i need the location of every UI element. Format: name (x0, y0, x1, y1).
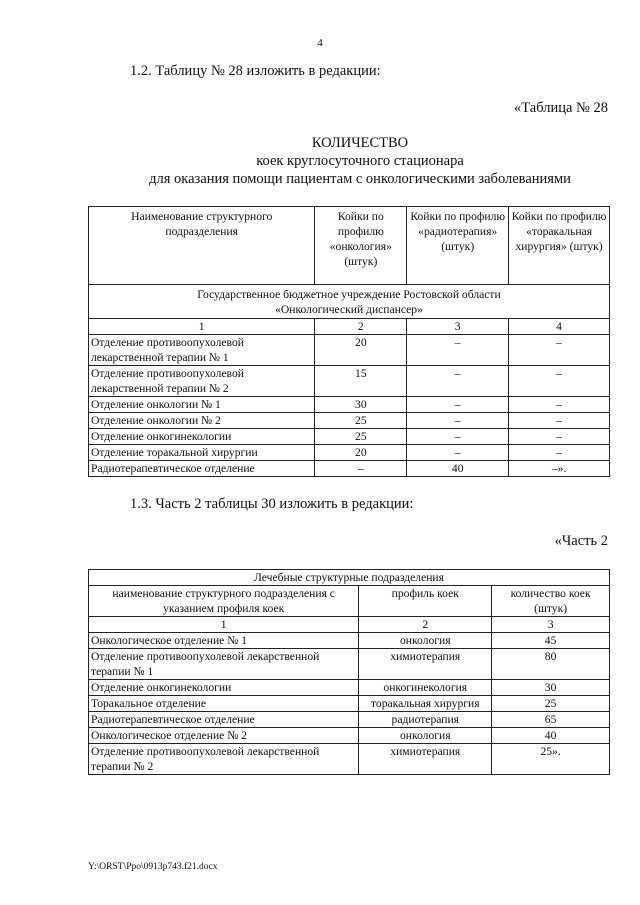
table-row (89, 633, 610, 649)
column-numbers-row (89, 319, 610, 335)
header-cell: Наименование структурного подразделения (89, 207, 315, 285)
table-row (89, 680, 610, 696)
radiotherapy-beds: – (407, 429, 509, 445)
table-title (0, 134, 640, 188)
column-number: 1 (89, 617, 359, 633)
department-name: Отделение онкологии № 1 (89, 397, 315, 413)
oncology-beds: 25 (315, 413, 407, 429)
table-row (89, 413, 610, 429)
table-row (89, 728, 610, 744)
table-row (89, 445, 610, 461)
bed-profile: онкология (359, 633, 492, 649)
footer-file-path: Y:\ORST\Ppo\0913p743.f21.docx (88, 862, 218, 872)
bed-profile: торакальная хирургия (359, 696, 492, 712)
radiotherapy-beds: – (407, 335, 509, 366)
table-row (89, 429, 610, 445)
department-name: Онкологическое отделение № 2 (89, 728, 359, 744)
oncology-beds: 15 (315, 366, 407, 397)
header-cell: профиль коек (359, 586, 492, 617)
department-name: Радиотерапевтическое отделение (89, 712, 359, 728)
department-name: Отделение онкогинекологии (89, 680, 359, 696)
department-name: Отделение противоопухолевой лекарственной терапии № 1 (89, 335, 315, 366)
oncology-beds: 20 (315, 335, 407, 366)
bed-count: 25 (492, 696, 610, 712)
bed-profile: онкология (359, 728, 492, 744)
column-number: 2 (359, 617, 492, 633)
column-number: 2 (315, 319, 407, 335)
radiotherapy-beds: – (407, 445, 509, 461)
institution-row (89, 285, 610, 319)
radiotherapy-beds: – (407, 366, 509, 397)
thoracic-beds: – (509, 413, 610, 429)
table-28 (88, 206, 610, 477)
table-28-header-row (89, 207, 610, 285)
header-cell: количество коек (штук) (492, 586, 610, 617)
table-title-line2: коек круглосуточного стационара (256, 153, 464, 169)
department-name: Отделение противоопухолевой лекарственной терапии № 2 (89, 744, 359, 775)
bed-count: 80 (492, 649, 610, 680)
table-row (89, 712, 610, 728)
table-row (89, 397, 610, 413)
column-number: 4 (509, 319, 610, 335)
department-name: Отделение онкологии № 2 (89, 413, 315, 429)
bed-count: 65 (492, 712, 610, 728)
radiotherapy-beds: 40 (407, 461, 509, 477)
bed-count: 25». (492, 744, 610, 775)
table-title-line3: для оказания помощи пациентам с онкологическими заболеваниями (149, 171, 571, 187)
column-number: 3 (492, 617, 610, 633)
bed-profile: онкогинекология (359, 680, 492, 696)
bed-profile: радиотерапия (359, 712, 492, 728)
header-cell: Койки по профилю «радиотерапия» (штук) (407, 207, 509, 285)
radiotherapy-beds: – (407, 397, 509, 413)
table-28-caption: «Таблица № 28 (514, 100, 608, 116)
department-name: Отделение противоопухолевой лекарственной терапии № 1 (89, 649, 359, 680)
bed-count: 30 (492, 680, 610, 696)
department-name: Радиотерапевтическое отделение (89, 461, 315, 477)
table-30-header-row (89, 586, 610, 617)
column-numbers-row (89, 617, 610, 633)
header-cell: Койки по профилю «онкология» (штук) (315, 207, 407, 285)
thoracic-beds: – (509, 429, 610, 445)
table-title-line1: КОЛИЧЕСТВО (311, 135, 409, 151)
column-number: 3 (407, 319, 509, 335)
column-number: 1 (89, 319, 315, 335)
section-1-3-heading: 1.3. Часть 2 таблицы 30 изложить в редакции: (130, 496, 414, 512)
department-name: Торакальное отделение (89, 696, 359, 712)
bed-profile: химиотерапия (359, 649, 492, 680)
section-1-2-heading: 1.2. Таблицу № 28 изложить в редакции: (130, 63, 381, 79)
table-row (89, 366, 610, 397)
bed-count: 40 (492, 728, 610, 744)
page-number: 4 (317, 37, 323, 49)
header-cell: наименование структурного подразделения с указанием профиля коек (89, 586, 359, 617)
department-name: Отделение онкогинекологии (89, 429, 315, 445)
group-header-cell: Лечебные структурные подразделения (89, 570, 610, 586)
thoracic-beds: – (509, 366, 610, 397)
table-30-part-2 (88, 569, 610, 775)
group-header-row (89, 570, 610, 586)
part-2-caption: «Часть 2 (554, 533, 608, 549)
header-cell: Койки по профилю «торакальная хирургия» (штук) (509, 207, 610, 285)
bed-count: 45 (492, 633, 610, 649)
oncology-beds: 30 (315, 397, 407, 413)
department-name: Отделение торакальной хирургии (89, 445, 315, 461)
oncology-beds: – (315, 461, 407, 477)
institution-cell: Государственное бюджетное учреждение Ростовской области «Онкологический диспансер» (89, 285, 610, 319)
table-row (89, 461, 610, 477)
oncology-beds: 25 (315, 429, 407, 445)
department-name: Онкологическое отделение № 1 (89, 633, 359, 649)
thoracic-beds: – (509, 445, 610, 461)
department-name: Отделение противоопухолевой лекарственной терапии № 2 (89, 366, 315, 397)
bed-profile: химиотерапия (359, 744, 492, 775)
radiotherapy-beds: – (407, 413, 509, 429)
table-row (89, 335, 610, 366)
table-row (89, 744, 610, 775)
table-row (89, 696, 610, 712)
thoracic-beds: – (509, 335, 610, 366)
thoracic-beds: –». (509, 461, 610, 477)
thoracic-beds: – (509, 397, 610, 413)
table-row (89, 649, 610, 680)
oncology-beds: 20 (315, 445, 407, 461)
